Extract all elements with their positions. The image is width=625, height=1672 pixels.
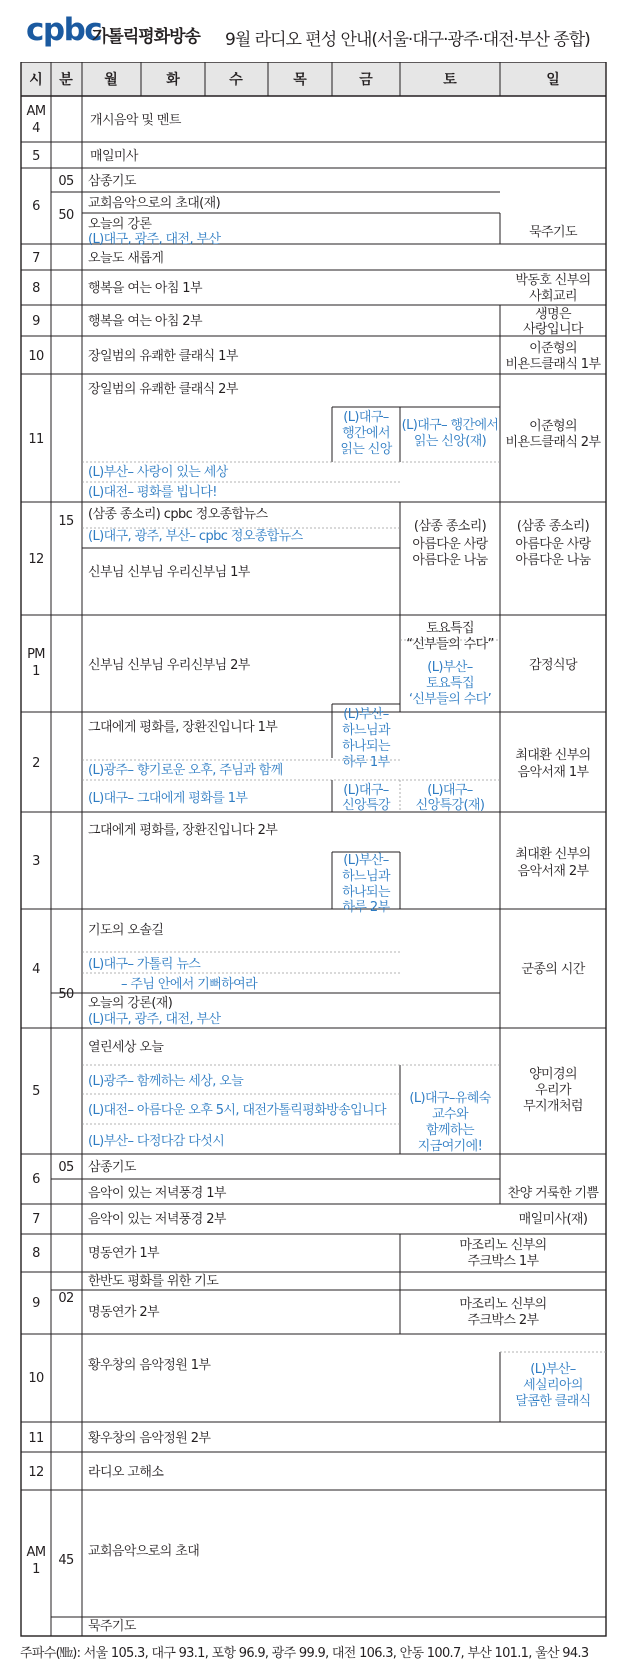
programs — [88, 112, 601, 1634]
program-beyond-classic-1-a: 이준형의 — [529, 341, 577, 356]
program-rosary-sun: 묵주기도 — [529, 225, 577, 240]
program-music-study-2-a: 최대환 신부의 — [515, 847, 591, 862]
program-peace-prayer: 한반도 평화를 위한 기도 — [88, 1274, 219, 1289]
minute-9pm-02: 02 — [58, 1291, 74, 1306]
header-hour: 시 — [29, 72, 43, 88]
program-homily-rerun-local: (L)대구, 광주, 대전, 부산 — [88, 1012, 221, 1027]
program-reading-faith-fri-a: (L)대구– — [343, 410, 389, 425]
schedule-title: 9월 라디오 편성 안내(서울·대구·광주·대전·부산 종합) — [225, 30, 590, 50]
minute-12-15: 15 — [58, 514, 74, 529]
program-homily: 오늘의 강론 — [88, 217, 152, 232]
program-myeongdong-1: 명동연가 1부 — [88, 1246, 159, 1261]
program-music-study-2-b: 음악서재 2부 — [517, 864, 589, 879]
program-reading-faith-sat-b: 읽는 신앙(재) — [413, 434, 487, 449]
program-jukebox-2-b: 주크박스 2부 — [467, 1313, 539, 1328]
header-minute: 분 — [59, 72, 73, 88]
program-emotion-diner: 감정식당 — [529, 658, 577, 673]
program-rejoice-in-lord: – 주님 안에서 기뻐하여라 — [121, 977, 258, 992]
program-beyond-classic-2-a: 이준형의 — [529, 419, 577, 434]
program-noon-news: (삼종 종소리) cpbc 정오종합뉴스 — [88, 507, 268, 522]
program-happy-morning-2: 행복을 여는 아침 2부 — [88, 314, 202, 329]
page-header — [0, 0, 625, 64]
program-here-now-a: (L)대구–유혜숙 — [409, 1091, 491, 1106]
program-beyond-classic-2-b: 비욘드클래식 2부 — [505, 435, 601, 450]
program-jukebox-1-b: 주크박스 1부 — [467, 1254, 539, 1269]
program-life-is-love-b: 사랑입니다 — [523, 322, 583, 337]
program-priests-talk-a: 토요특집 — [426, 621, 474, 636]
program-holy-joy: 찬양 거룩한 기쁨 — [507, 1186, 599, 1201]
schedule-table — [0, 62, 625, 1642]
hour-2: 2 — [32, 756, 40, 771]
program-one-with-god-1-d: 하루 1부 — [342, 755, 390, 770]
program-cecilia-classic-a: (L)부산– — [530, 1362, 576, 1377]
program-gwangju-afternoon: (L)광주– 향기로운 오후, 주님과 함께 — [88, 763, 283, 778]
program-music-garden-1: 황우창의 음악정원 1부 — [88, 1358, 211, 1373]
program-music-study-1-b: 음악서재 1부 — [517, 765, 589, 780]
hour-11pm: 11 — [28, 1431, 44, 1446]
program-opening: 개시음악 및 멘트 — [90, 113, 181, 128]
program-our-priest-1: 신부님 신부님 우리신부님 1부 — [88, 565, 250, 580]
program-one-with-god-1-a: (L)부산– — [343, 707, 389, 722]
program-church-music: 교회음악으로의 초대 — [88, 1544, 200, 1559]
program-one-with-god-2-d: 하루 2부 — [342, 900, 390, 915]
program-homily-rerun: 오늘의 강론(재) — [88, 996, 173, 1011]
program-reading-faith-fri-c: 읽는 신앙 — [340, 442, 392, 457]
program-peace-to-you-2: 그대에게 평화를, 장환진입니다 2부 — [88, 823, 278, 838]
hour-pm1-b: 1 — [32, 664, 40, 679]
program-music-garden-2: 황우창의 음악정원 2부 — [88, 1431, 211, 1446]
header-sun: 일 — [546, 72, 560, 88]
hour-am4-a: AM — [26, 104, 46, 119]
minute-6-50: 50 — [58, 208, 74, 223]
hour-6pm: 6 — [32, 1172, 40, 1187]
program-homily-local: (L)대구, 광주, 대전, 부산 — [88, 232, 221, 247]
program-happy-morning-1: 행복을 여는 아침 1부 — [88, 281, 202, 296]
hour-4: 4 — [32, 962, 40, 977]
program-one-with-god-2-c: 하나되는 — [342, 885, 390, 900]
hour-3: 3 — [32, 854, 40, 869]
minute-4-50: 50 — [58, 987, 74, 1002]
hour-5: 5 — [32, 149, 40, 164]
program-daegu-peace-1: (L)대구– 그대에게 평화를 1부 — [88, 791, 248, 806]
hour-11: 11 — [28, 432, 44, 447]
program-busan-love-world: (L)부산– 사랑이 있는 세상 — [88, 465, 228, 480]
program-peace-to-you-1: 그대에게 평화를, 장환진입니다 1부 — [88, 720, 278, 735]
program-beautiful-sharing-sat-c: 아름다운 나눔 — [412, 553, 488, 568]
program-rosary: 묵주기도 — [88, 1619, 136, 1634]
program-one-with-god-1-c: 하나되는 — [342, 739, 390, 754]
program-priests-talk-busan-b: 토요특집 — [426, 676, 474, 691]
program-jukebox-1-a: 마조리노 신부의 — [459, 1238, 547, 1253]
program-beautiful-sharing-sun-b: 아름다운 사랑 — [515, 537, 591, 552]
hour-pm1-a: PM — [27, 647, 45, 662]
program-evening-scenery-1: 음악이 있는 저녁풍경 1부 — [88, 1186, 226, 1201]
hour-am1-b: 1 — [32, 1562, 40, 1577]
hour-10: 10 — [28, 349, 44, 364]
header-fri: 금 — [359, 72, 373, 88]
program-here-now-c: 함께하는 — [426, 1123, 474, 1138]
program-evening-scenery-2: 음악이 있는 저녁풍경 2부 — [88, 1212, 226, 1227]
program-military-hour: 군종의 시간 — [521, 962, 585, 977]
hour-12am: 12 — [28, 1465, 44, 1480]
minute-1am-45: 45 — [58, 1553, 74, 1568]
frequency-footer: 주파수(㎒): 서울 105.3, 대구 93.1, 포항 96.9, 광주 99.9, 대전 106.3, 안동 100.7, 부산 101.1, 울산 94.3 — [20, 1646, 589, 1661]
minute-column — [58, 174, 74, 1568]
program-beyond-classic-1-b: 비욘드클래식 1부 — [505, 357, 601, 372]
program-gwangju-together: (L)광주– 함께하는 세상, 오늘 — [88, 1074, 244, 1089]
program-busan-5-oclock: (L)부산– 다정다감 다섯시 — [88, 1134, 225, 1149]
hour-10pm: 10 — [28, 1371, 44, 1386]
program-daejeon-5pm: (L)대전– 아름다운 오후 5시, 대전가톨릭평화방송입니다 — [88, 1103, 386, 1118]
program-priests-talk-busan-a: (L)부산– — [427, 660, 473, 675]
program-angelus: 삼종기도 — [88, 174, 136, 189]
program-classic-2: 장일범의 유쾌한 클래식 2부 — [88, 382, 238, 397]
program-classic-1: 장일범의 유쾌한 클래식 1부 — [88, 349, 238, 364]
hour-6: 6 — [32, 199, 40, 214]
program-one-with-god-1-b: 하느님과 — [342, 723, 390, 738]
program-music-study-1-a: 최대환 신부의 — [515, 748, 591, 763]
program-daejeon-peace: (L)대전– 평화를 빕니다! — [88, 485, 217, 500]
program-noon-news-local: (L)대구, 광주, 부산– cpbc 정오종합뉴스 — [88, 529, 303, 544]
program-radio-confessional: 라디오 고해소 — [88, 1465, 164, 1480]
program-here-now-d: 지금여기에! — [417, 1139, 483, 1154]
program-life-is-love-a: 생명은 — [535, 307, 571, 322]
program-faith-lecture-sat-a: (L)대구– — [427, 783, 473, 798]
program-faith-lecture-fri-b: 신앙특강 — [342, 798, 390, 813]
program-angelus-evening: 삼종기도 — [88, 1160, 136, 1175]
program-priests-talk-busan-c: ‘신부들의 수다’ — [408, 692, 492, 707]
program-daily-mass: 매일미사 — [90, 149, 138, 164]
hour-9pm: 9 — [32, 1296, 40, 1311]
hour-column — [27, 104, 46, 1577]
hour-7pm: 7 — [32, 1212, 40, 1227]
program-social-teaching-a: 박동호 신부의 — [515, 273, 591, 288]
program-beautiful-sharing-sun-a: (삼종 종소리) — [516, 519, 590, 534]
program-like-rainbow-c: 무지개처럼 — [523, 1099, 583, 1114]
program-prayer-path: 기도의 오솔길 — [88, 923, 164, 938]
header-mon: 월 — [104, 72, 118, 88]
hour-am4-b: 4 — [32, 121, 40, 136]
program-like-rainbow-b: 우리가 — [535, 1083, 571, 1098]
minute-6pm-05: 05 — [58, 1160, 74, 1175]
program-myeongdong-2: 명동연가 2부 — [88, 1305, 159, 1320]
header-tue: 화 — [166, 72, 180, 88]
program-like-rainbow-a: 양미경의 — [529, 1067, 577, 1082]
hour-9: 9 — [32, 314, 40, 329]
hour-7: 7 — [32, 251, 40, 266]
program-cecilia-classic-c: 달콤한 클래식 — [515, 1394, 591, 1409]
program-open-world-today: 열린세상 오늘 — [88, 1040, 164, 1055]
program-beautiful-sharing-sat-a: (삼종 종소리) — [413, 519, 487, 534]
program-our-priest-2: 신부님 신부님 우리신부님 2부 — [88, 658, 250, 673]
program-here-now-b: 교수와 — [432, 1107, 468, 1122]
program-priests-talk-b: “신부들의 수다” — [406, 637, 494, 652]
hour-12: 12 — [28, 552, 44, 567]
program-social-teaching-b: 사회교리 — [529, 289, 577, 304]
program-one-with-god-2-b: 하느님과 — [342, 869, 390, 884]
header-sat: 토 — [443, 72, 457, 88]
program-daily-mass-rerun: 매일미사(재) — [518, 1212, 588, 1227]
hour-5pm: 5 — [32, 1084, 40, 1099]
program-daegu-catholic-news: (L)대구– 가톨릭 뉴스 — [88, 957, 201, 972]
cpbc-logo: cpbc — [26, 12, 102, 48]
program-beautiful-sharing-sun-c: 아름다운 나눔 — [515, 553, 591, 568]
header-wed: 수 — [229, 72, 243, 88]
program-faith-lecture-fri-a: (L)대구– — [343, 783, 389, 798]
hour-8: 8 — [32, 281, 40, 296]
hour-am1-a: AM — [26, 1545, 46, 1560]
program-reading-faith-sat-a: (L)대구– 행간에서 — [401, 418, 499, 433]
program-new-today: 오늘도 새롭게 — [88, 251, 164, 266]
program-faith-lecture-sat-b: 신앙특강(재) — [415, 798, 485, 813]
hour-8pm: 8 — [32, 1246, 40, 1261]
minute-6-05: 05 — [58, 174, 74, 189]
program-church-music-rerun: 교회음악으로의 초대(재) — [88, 196, 221, 211]
program-jukebox-2-a: 마조리노 신부의 — [459, 1297, 547, 1312]
brand-name: 가톨릭평화방송 — [92, 27, 200, 47]
program-reading-faith-fri-b: 행간에서 — [342, 426, 390, 441]
program-one-with-god-2-a: (L)부산– — [343, 853, 389, 868]
program-beautiful-sharing-sat-b: 아름다운 사랑 — [412, 537, 488, 552]
program-cecilia-classic-b: 세실리아의 — [523, 1378, 583, 1393]
header-thu: 목 — [293, 72, 307, 88]
